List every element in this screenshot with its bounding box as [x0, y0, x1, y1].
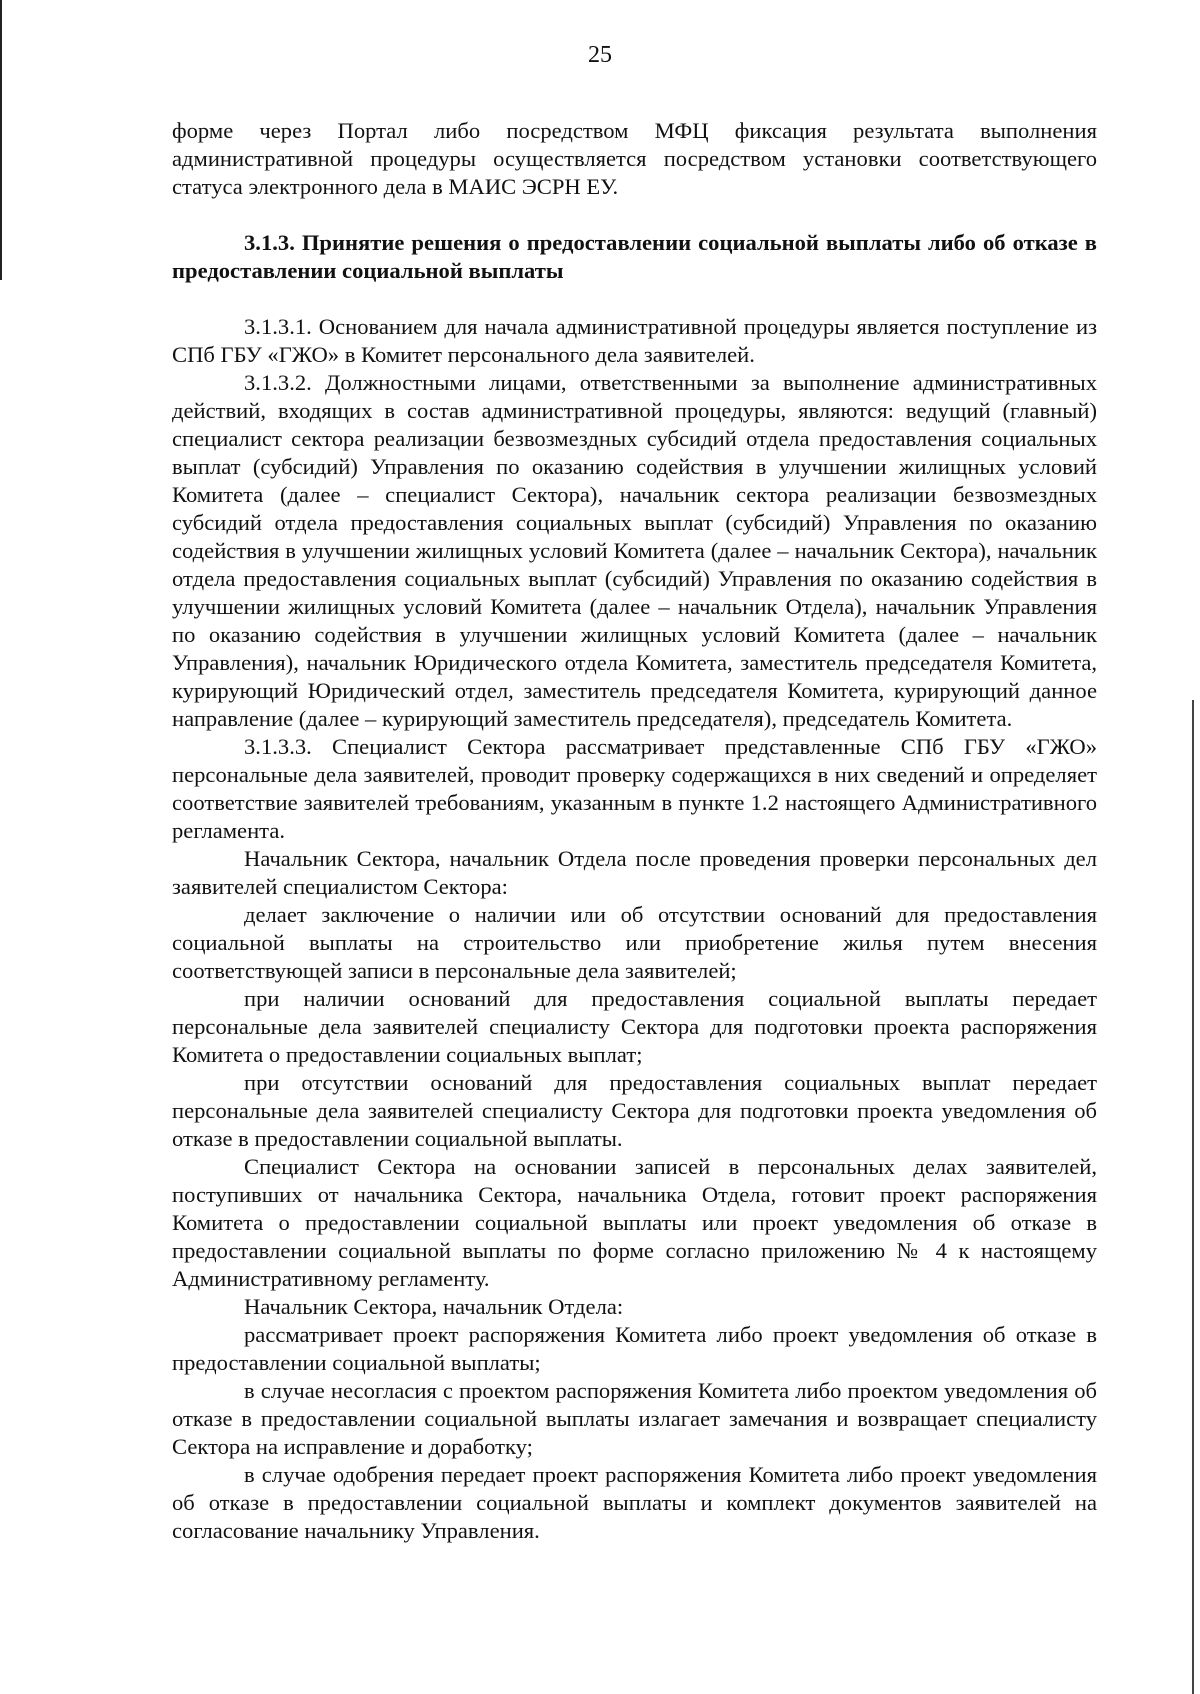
page-number: 25: [588, 42, 612, 68]
intro-paragraph: форме через Портал либо посредством МФЦ фиксация результата выполнения административной процедуры осуществляется посредством установки соответствующего статуса электронного дела в МАИС ЭСРН ЕУ.: [172, 118, 1097, 199]
paragraph-reviews-draft: рассматривает проект распоряжения Комитета либо проект уведомления об отказе в предоставлении социальной выплаты;: [172, 1322, 1097, 1375]
paragraph-if-no-grounds: при отсутствии оснований для предоставления социальных выплат передает персональные дела заявителей специалисту Сектора для подготовки проекта уведомления об отказе в предоставлении социальной выплаты.: [172, 1070, 1097, 1151]
paragraph-3-1-3-3: 3.1.3.3. Специалист Сектора рассматривает представленные СПб ГБУ «ГЖО» персональные дела заявителей, проводит проверку содержащихся в них сведений и определяет соответствие заявителей требованиям, указанным в пункте 1.2 настоящего Административного регламента.: [172, 734, 1097, 843]
paragraph-3-1-3-2: 3.1.3.2. Должностными лицами, ответственными за выполнение административных действий, входящих в состав административной процедуры, являются: ведущий (главный) специалист сектора реализации безвозмездных субсидий отдела предоставления социальных выплат (субсидий) Управления по оказанию содействия в улучшении жилищных условий Комитета (далее – специалист Сектора), начальник сектора реализации безвозмездных субсидий отдела предоставления социальных выплат (субсидий) Управления по оказанию содействия в улучшении жилищных условий Комитета (далее – начальник Сектора), начальник отдела предоставления социальных выплат (субсидий) Управления по оказанию содействия в улучшении жилищных условий Комитета (далее – начальник Отдела), начальник Управления по оказанию содействия в улучшении жилищных условий Комитета (далее – начальник Управления), начальник Юридического отдела Комитета, заместитель председателя Комитета, курирующий Юридический отдел, заместитель председателя Комитета, курирующий данное направление (далее – курирующий заместитель председателя), председатель Комитета.: [172, 370, 1097, 731]
paragraph-specialist-prepares: Специалист Сектора на основании записей в персональных делах заявителей, поступивших от начальника Сектора, начальника Отдела, готовит проект распоряжения Комитета о предоставлении социальной выплаты или проект уведомления об отказе в предоставлении социальной выплаты по форме согласно приложению № 4 к настоящему Административному регламенту.: [172, 1154, 1097, 1291]
paragraph-if-grounds: при наличии оснований для предоставления социальной выплаты передает персональные дела заявителей специалисту Сектора для подготовки проекта распоряжения Комитета о предоставлении социальных выплат;: [172, 986, 1097, 1067]
scan-edge-right: [1192, 700, 1194, 1694]
paragraph-heads: Начальник Сектора, начальник Отдела:: [244, 1294, 624, 1319]
document-body: [172, 117, 1097, 1545]
paragraph-approval: в случае одобрения передает проект распоряжения Комитета либо проект уведомления об отказе в предоставлении социальной выплаты и комплект документов заявителей на согласование начальнику Управления.: [172, 1462, 1097, 1543]
paragraph-conclusion: делает заключение о наличии или об отсутствии оснований для предоставления социальной выплаты на строительство или приобретение жилья путем внесения соответствующей записи в персональные дела заявителей;: [172, 902, 1097, 983]
paragraph-3-1-3-1: 3.1.3.1. Основанием для начала административной процедуры является поступление из СПб ГБУ «ГЖО» в Комитет персонального дела заявителей.: [172, 314, 1097, 367]
section-heading: 3.1.3. Принятие решения о предоставлении социальной выплаты либо об отказе в предоставлении социальной выплаты: [172, 230, 1097, 283]
paragraph-disagreement: в случае несогласия с проектом распоряжения Комитета либо проектом уведомления об отказе в предоставлении социальной выплаты излагает замечания и возвращает специалисту Сектора на исправление и доработку;: [172, 1378, 1097, 1459]
paragraph-review-intro: Начальник Сектора, начальник Отдела после проведения проверки персональных дел заявителей специалистом Сектора:: [172, 846, 1097, 899]
